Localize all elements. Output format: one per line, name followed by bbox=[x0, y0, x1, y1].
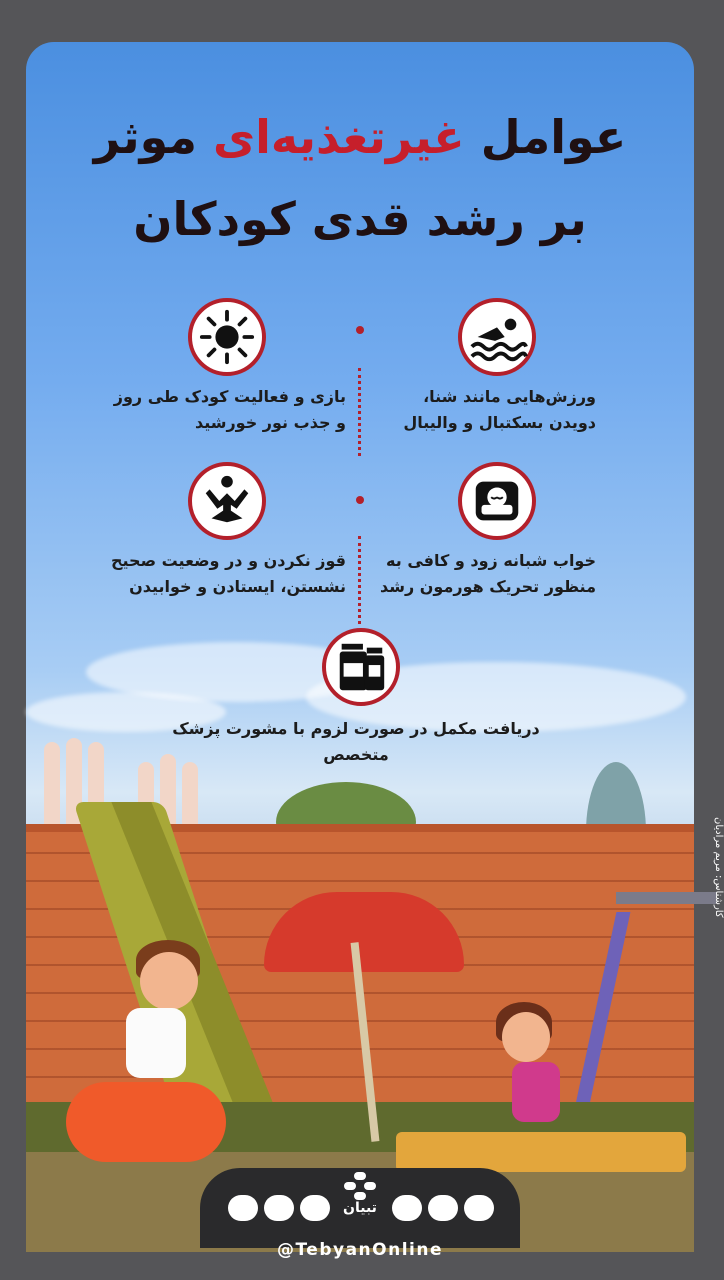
supplement-icon bbox=[322, 628, 400, 706]
spring-rider-horse bbox=[66, 1082, 226, 1162]
separator-dot bbox=[356, 496, 364, 504]
girl-dress bbox=[512, 1062, 560, 1122]
title-line-2: بر رشد قدی کودکان bbox=[133, 192, 587, 246]
twitter-icon[interactable] bbox=[428, 1195, 458, 1221]
swing-bar bbox=[616, 892, 716, 904]
eitaa-icon[interactable] bbox=[264, 1195, 294, 1221]
infographic-card bbox=[26, 42, 724, 1252]
item-caption-supplement: دریافت مکمل در صورت لزوم با مشورت پزشک متخصص bbox=[172, 719, 540, 764]
brand-name: تبیان bbox=[343, 1200, 377, 1216]
swimming-icon bbox=[458, 298, 536, 376]
social-handle[interactable]: @TebyanOnline bbox=[276, 1240, 444, 1260]
posture-icon bbox=[188, 462, 266, 540]
credit-text: کارشناس: مریم مرادیان bbox=[713, 816, 724, 918]
rubika-icon[interactable] bbox=[300, 1195, 330, 1221]
title-accent: غیرتغذیه‌ای bbox=[212, 110, 465, 164]
boy-head bbox=[140, 952, 198, 1010]
separator-dot bbox=[356, 326, 364, 334]
aparat-icon[interactable] bbox=[464, 1195, 494, 1221]
item-caption-sun: بازی و فعالیت کودک طی روز و جذب نور خورشید bbox=[113, 387, 346, 432]
sun-icon bbox=[188, 298, 266, 376]
item-caption-posture: قوز نکردن و در وضعیت صحیح نشستن، ایستادن و خوابیدن bbox=[110, 551, 346, 596]
separator-dotted-line bbox=[358, 536, 361, 624]
separator-dotted-line bbox=[358, 368, 361, 456]
boy-shirt bbox=[126, 1008, 186, 1078]
title-line-1: عوامل غیرتغذیه‌ای موثر bbox=[93, 110, 627, 164]
telegram-icon[interactable] bbox=[392, 1195, 422, 1221]
girl-head bbox=[502, 1012, 550, 1062]
item-caption-swimming: ورزش‌هایی مانند شنا، دویدن بسکتبال و والیبال bbox=[403, 387, 596, 432]
instagram-icon[interactable] bbox=[228, 1195, 258, 1221]
item-caption-sleep: خواب شبانه زود و کافی به منظور تحریک هورمون رشد bbox=[380, 551, 596, 596]
sleep-icon bbox=[458, 462, 536, 540]
sandbox bbox=[396, 1132, 686, 1172]
tebyan-logo-icon bbox=[342, 1172, 378, 1200]
